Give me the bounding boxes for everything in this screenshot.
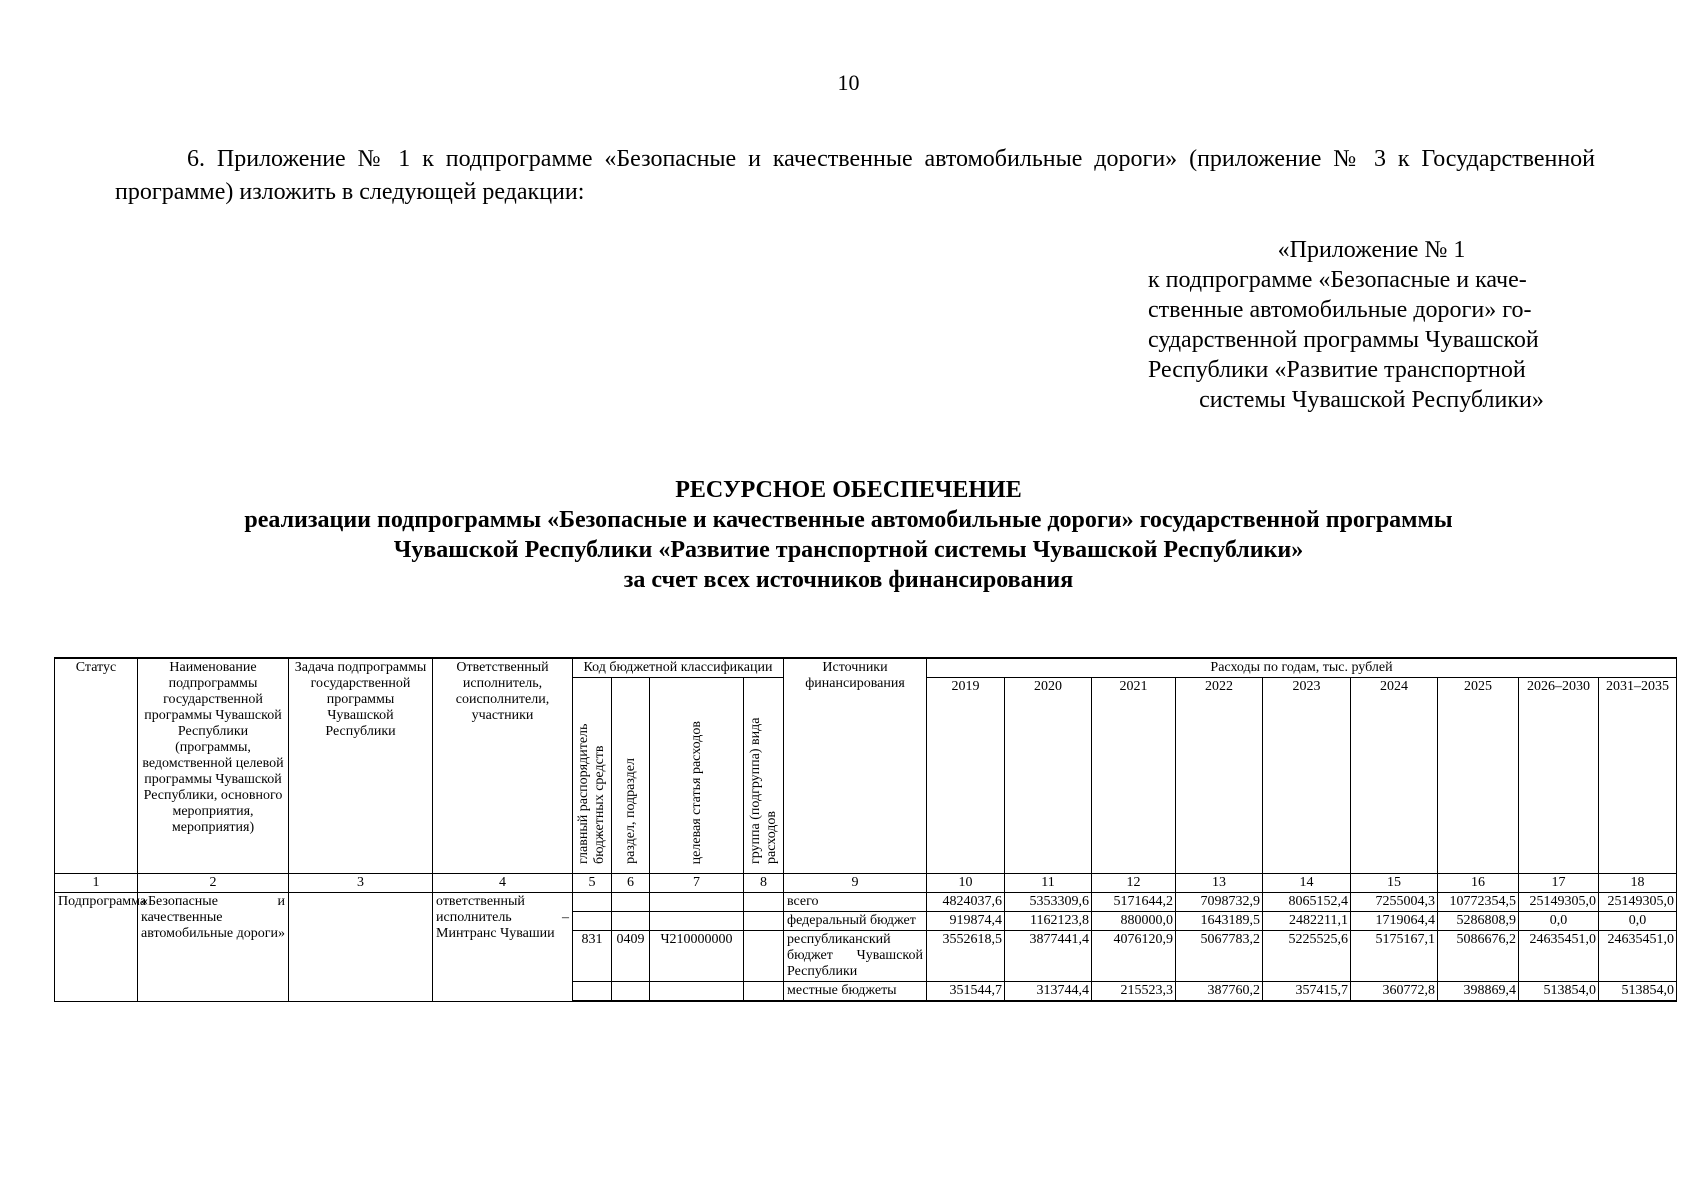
header-sources: Источники финансирования: [784, 658, 927, 874]
header-year: 2022: [1176, 678, 1263, 874]
cell-value: 215523,3: [1092, 982, 1176, 1002]
column-number: 1: [55, 874, 138, 893]
cell-status: Подпрограмма: [55, 893, 138, 1002]
column-number: 2: [138, 874, 289, 893]
cell-value: 25149305,0: [1599, 893, 1677, 912]
cell-value: 0,0: [1599, 912, 1677, 931]
cell-task: [289, 893, 433, 1002]
title-line: за счет всех источников финансирования: [623, 567, 1074, 593]
cell-code-csr: [650, 982, 744, 1002]
header-budget-code: Код бюджетной классификации: [573, 658, 784, 678]
header-year: 2020: [1005, 678, 1092, 874]
cell-value: 880000,0: [1092, 912, 1176, 931]
cell-value: 398869,4: [1438, 982, 1519, 1002]
table-header-row: [55, 658, 1677, 678]
cell-value: 1719064,4: [1351, 912, 1438, 931]
cell-value: 351544,7: [927, 982, 1005, 1002]
cell-code-vr: [744, 912, 784, 931]
column-number: 3: [289, 874, 433, 893]
cell-code-rz: 0409: [612, 931, 650, 982]
column-number-row: [55, 874, 1677, 893]
cell-code-rz: [612, 893, 650, 912]
cell-code-rz: [612, 912, 650, 931]
cell-value: 10772354,5: [1438, 893, 1519, 912]
table-row: [55, 893, 1677, 912]
column-number: 16: [1438, 874, 1519, 893]
header-code-rz: [612, 678, 650, 874]
column-number: 12: [1092, 874, 1176, 893]
cell-name: «Безопасные и качественные автомобильные дороги»: [138, 893, 289, 1002]
cell-source: всего: [784, 893, 927, 912]
appendix-line: к подпрограмме «Безопасные и каче-: [1148, 267, 1527, 293]
header-year: 2024: [1351, 678, 1438, 874]
header-code-csr-text: целевая статья расходов: [688, 720, 704, 864]
appendix-line: системы Чувашской Республики»: [1199, 387, 1544, 413]
cell-source: федеральный бюджет: [784, 912, 927, 931]
header-year: 2025: [1438, 678, 1519, 874]
cell-value: 7098732,9: [1176, 893, 1263, 912]
cell-value: 5286808,9: [1438, 912, 1519, 931]
cell-value: 513854,0: [1599, 982, 1677, 1002]
column-number: 18: [1599, 874, 1677, 893]
title-line: РЕСУРСНОЕ ОБЕСПЕЧЕНИЕ: [675, 477, 1022, 503]
column-number: 11: [1005, 874, 1092, 893]
cell-value: 5067783,2: [1176, 931, 1263, 982]
cell-value: 313744,4: [1005, 982, 1092, 1002]
title-line: реализации подпрограммы «Безопасные и качественные автомобильные дороги» государственной программы: [244, 507, 1453, 533]
column-number: 7: [650, 874, 744, 893]
cell-value: 1643189,5: [1176, 912, 1263, 931]
column-number: 4: [433, 874, 573, 893]
cell-value: 513854,0: [1519, 982, 1599, 1002]
appendix-line: сударственной программы Чувашской: [1148, 327, 1539, 353]
cell-value: 387760,2: [1176, 982, 1263, 1002]
cell-value: 7255004,3: [1351, 893, 1438, 912]
column-number: 17: [1519, 874, 1599, 893]
cell-value: 24635451,0: [1519, 931, 1599, 982]
cell-value: 1162123,8: [1005, 912, 1092, 931]
cell-code-vr: [744, 982, 784, 1002]
cell-code-vr: [744, 893, 784, 912]
cell-value: 5175167,1: [1351, 931, 1438, 982]
page-number: 10: [837, 70, 860, 95]
intro-paragraph: 6. Приложение № 1 к подпрограмме «Безопасные и качественные автомобильные дороги» (приложение № 3 к Государственной программе) изложить в следующей редакции:: [115, 146, 1595, 205]
cell-code-csr: [650, 893, 744, 912]
header-code-gr-text: главный распорядитель бюджетных средств: [576, 723, 607, 864]
cell-code-csr: [650, 912, 744, 931]
cell-value: 5225525,6: [1263, 931, 1351, 982]
column-number: 6: [612, 874, 650, 893]
appendix-line: ственные автомобильные дороги» го-: [1148, 297, 1532, 323]
resource-table: [54, 657, 1677, 1002]
title-line: Чувашской Республики «Развитие транспортной системы Чувашской Республики»: [393, 537, 1304, 563]
cell-value: 3877441,4: [1005, 931, 1092, 982]
cell-value: 4824037,6: [927, 893, 1005, 912]
cell-code-vr: [744, 931, 784, 982]
column-number: 9: [784, 874, 927, 893]
header-year: 2026–2030: [1519, 678, 1599, 874]
header-year: 2021: [1092, 678, 1176, 874]
cell-code-gr: 831: [573, 931, 612, 982]
cell-value: 4076120,9: [1092, 931, 1176, 982]
cell-value: 25149305,0: [1519, 893, 1599, 912]
header-name: Наименование подпрограммы государственной программы Чувашской Республики (программы, ведомственной целевой программы Чувашской Республики, основного мероприятия, мероприятия): [138, 658, 289, 874]
cell-value: 919874,4: [927, 912, 1005, 931]
header-expenses: Расходы по годам, тыс. рублей: [927, 658, 1677, 678]
cell-code-gr: [573, 982, 612, 1002]
cell-code-gr: [573, 912, 612, 931]
appendix-line: Республики «Развитие транспортной: [1148, 357, 1526, 383]
header-code-csr: [650, 678, 744, 874]
cell-value: 5171644,2: [1092, 893, 1176, 912]
column-number: 15: [1351, 874, 1438, 893]
cell-value: 2482211,1: [1263, 912, 1351, 931]
header-year: 2023: [1263, 678, 1351, 874]
column-number: 5: [573, 874, 612, 893]
cell-code-rz: [612, 982, 650, 1002]
column-number: 14: [1263, 874, 1351, 893]
header-code-vr-text: группа (подгруппа) вида расходов: [747, 717, 779, 864]
header-year: 2019: [927, 678, 1005, 874]
column-number: 8: [744, 874, 784, 893]
appendix-caption: [1148, 235, 1595, 415]
column-number: 13: [1176, 874, 1263, 893]
header-responsible: Ответственный исполнитель, соисполнители, участники: [433, 658, 573, 874]
cell-responsible: ответственный исполнитель – Минтранс Чувашии: [433, 893, 573, 1002]
document-title: [0, 475, 1697, 595]
column-number: 10: [927, 874, 1005, 893]
cell-value: 24635451,0: [1599, 931, 1677, 982]
header-code-rz-text: раздел, подраздел: [622, 758, 638, 864]
header-status: Статус: [55, 658, 138, 874]
header-task: Задача подпрограммы государственной программы Чувашской Республики: [289, 658, 433, 874]
cell-value: 5353309,6: [1005, 893, 1092, 912]
cell-code-csr: Ч210000000: [650, 931, 744, 982]
header-code-vr: [744, 678, 784, 874]
cell-code-gr: [573, 893, 612, 912]
cell-value: 0,0: [1519, 912, 1599, 931]
cell-value: 8065152,4: [1263, 893, 1351, 912]
cell-value: 357415,7: [1263, 982, 1351, 1002]
header-year: 2031–2035: [1599, 678, 1677, 874]
appendix-line: «Приложение № 1: [1277, 237, 1466, 263]
cell-value: 3552618,5: [927, 931, 1005, 982]
header-code-gr: [573, 678, 612, 874]
cell-source: местные бюджеты: [784, 982, 927, 1002]
cell-source: республиканский бюджет Чувашской Республики: [784, 931, 927, 982]
cell-value: 5086676,2: [1438, 931, 1519, 982]
cell-value: 360772,8: [1351, 982, 1438, 1002]
